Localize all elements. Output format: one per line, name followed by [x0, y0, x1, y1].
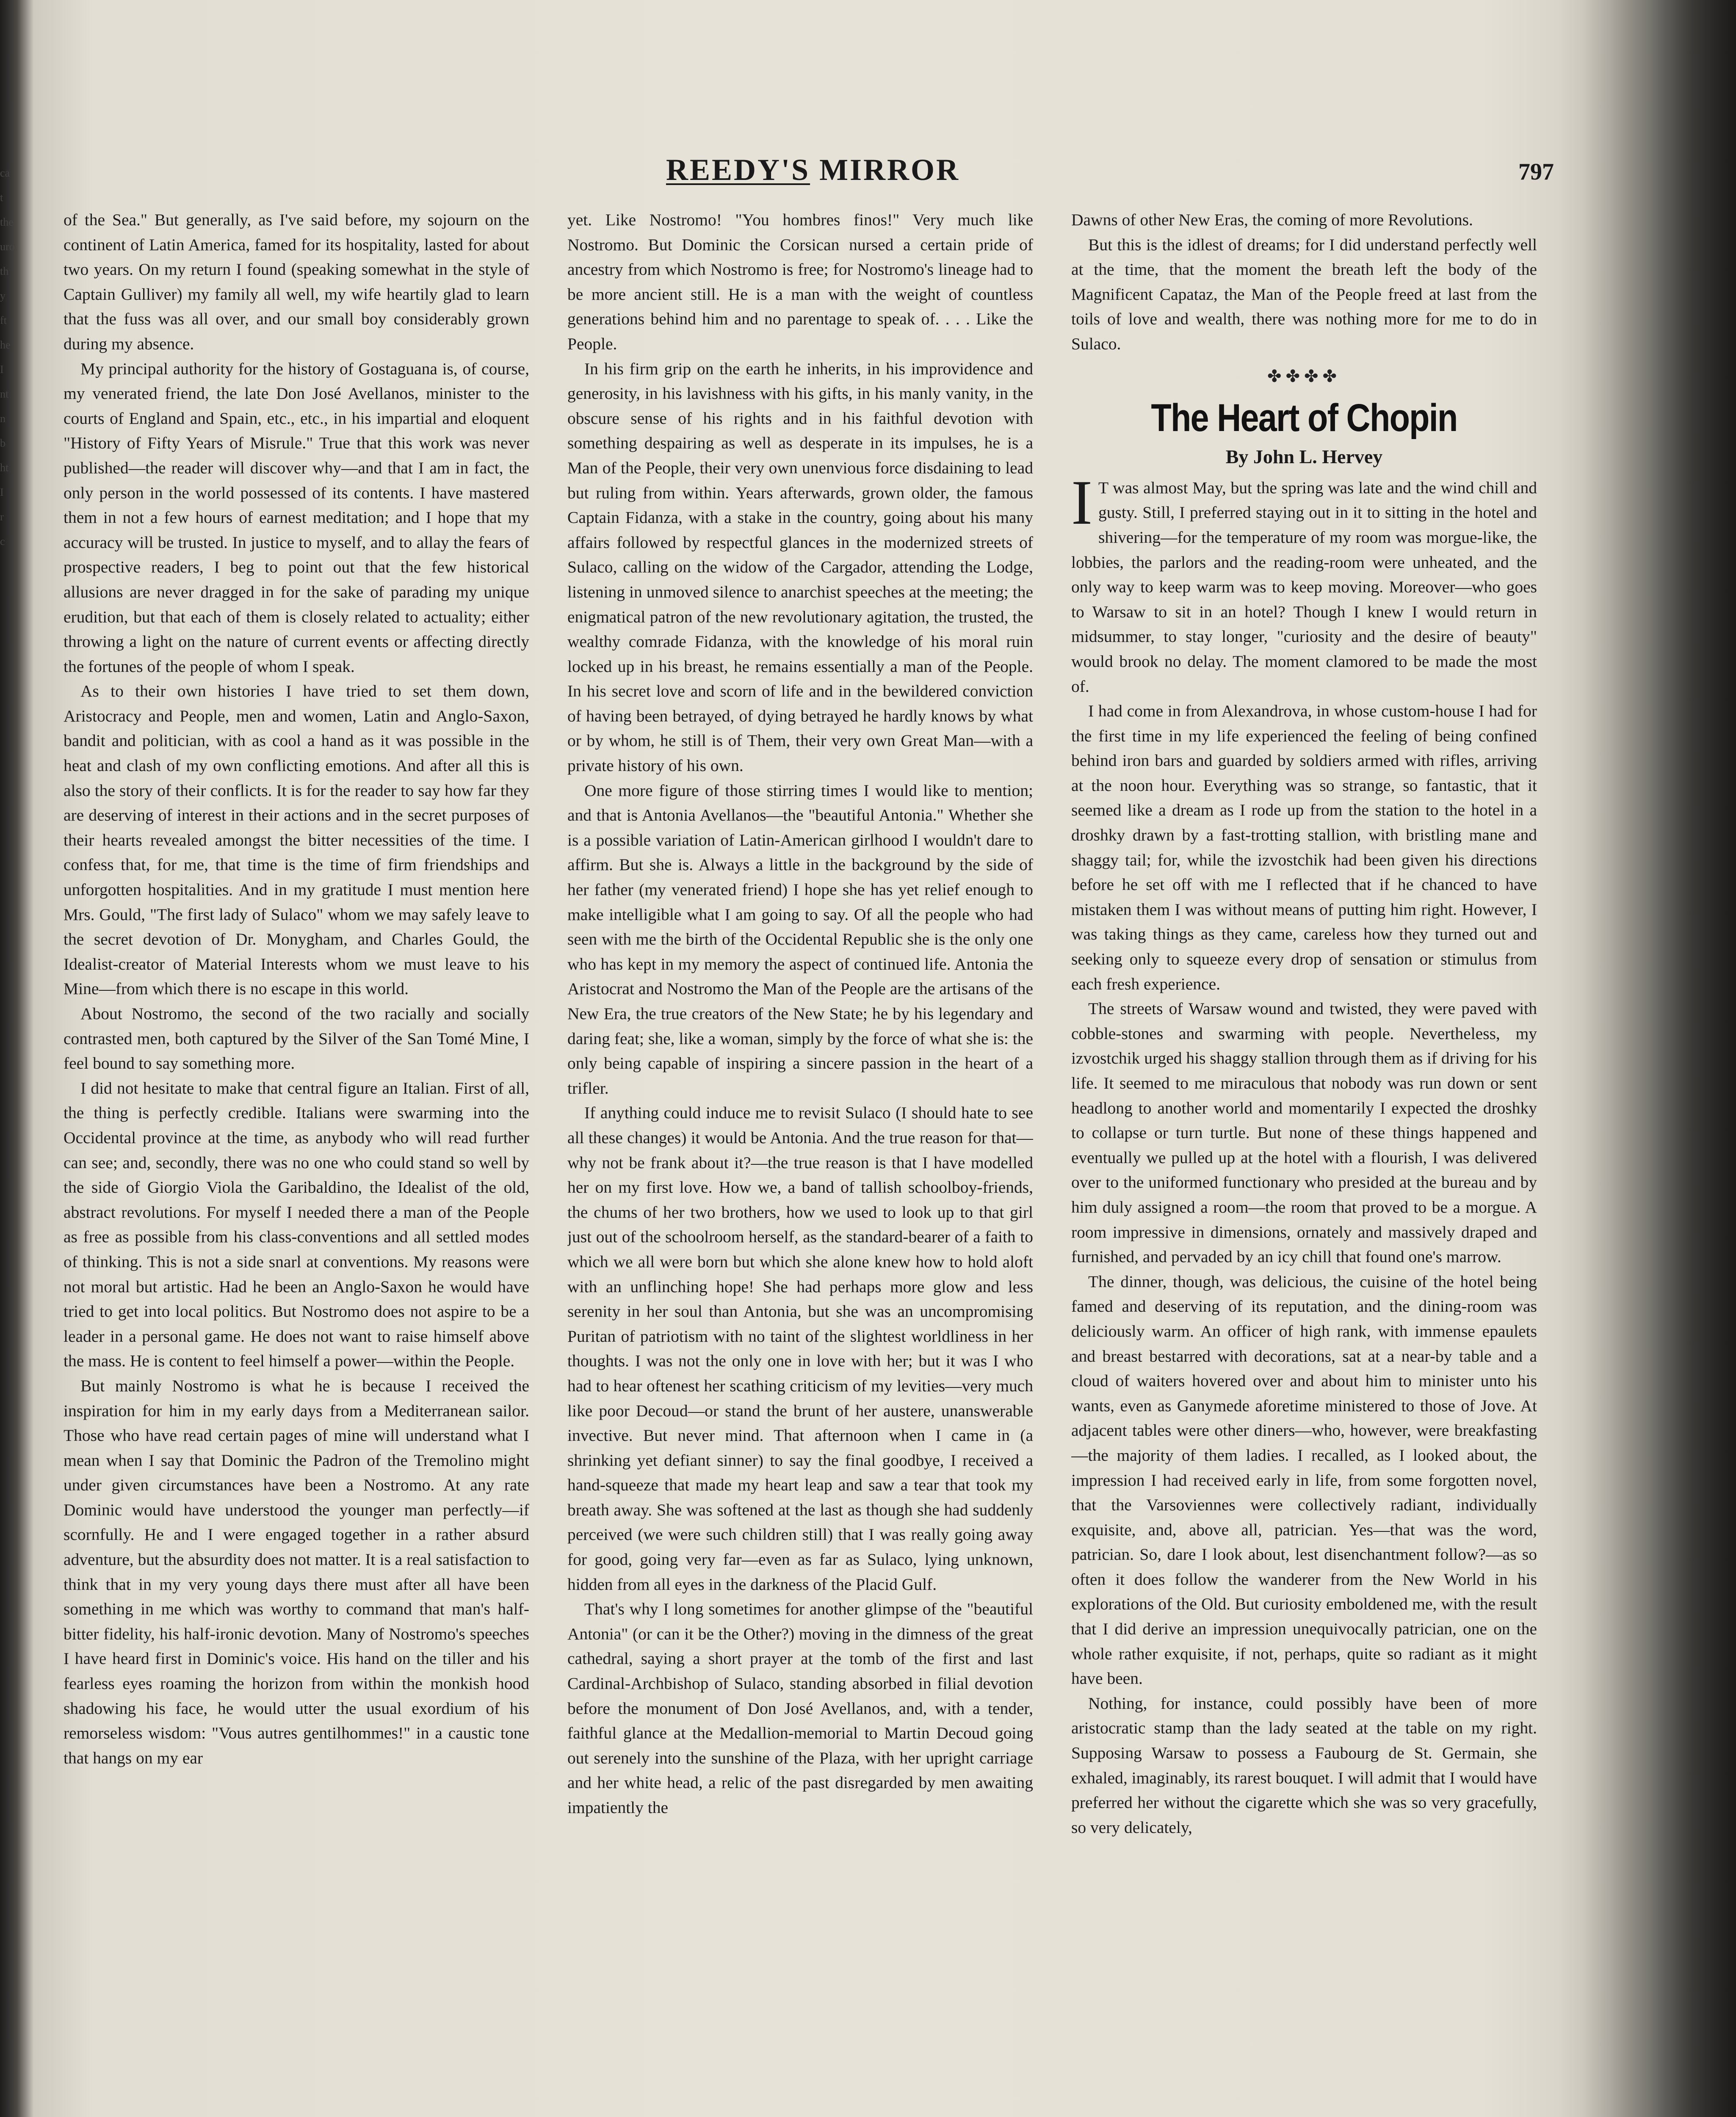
edge-fragment: ft: [0, 314, 7, 326]
article-first-paragraph: [1071, 467, 1537, 699]
paragraph: One more figure of those stirring times I would like to mention; and that is Antonia Avellanos—the "beautiful Antonia." Whether she is a possible variation of Latin-American girlhood I wouldn't dare to affirm. But she is. Always a little in the background by the side of her father (my venerated friend) I hope she has yet relief enough to make intelligible what I am going to say. Of all the people who had seen with me the birth of the Occidental Republic she is the only one who has kept in my memory the aspect of continued life. Antonia the Aristocrat and Nostromo the Man of the People are the artisans of the New Era, the true creators of the New State; he by his legendary and daring feat; she, like a woman, simply by the force of what she is: the only being capable of inspiring a sincere passion in the heart of a trifler.: [567, 781, 1033, 1097]
edge-fragment: y: [0, 290, 6, 302]
edge-fragment: ht: [0, 462, 9, 474]
section-ornament: ✤✤✤✤: [1267, 366, 1341, 386]
column-1: [64, 207, 529, 2117]
drop-cap: I: [1071, 467, 1092, 538]
edge-fragment: n: [0, 412, 6, 425]
binding-shadow: [1558, 0, 1736, 2117]
paragraph: The streets of Warsaw wound and twisted, they were paved with cobble-stones and swarming with people. Nevertheless, my izvostchik urged his shaggy stallion through them as if driving for his life. It seemed to me miraculous that nobody was run down or sent headlong to another world and momentarily I expected the droshky to collapse or turn turtle. But none of these things happened and eventually we pulled up at the hotel with a flourish, I was delivered over to the uniformed functionary who presided at the bureau and by him duly assigned a room—the room that proved to be a morgue. A room impressive in dimensions, ornately and massively draped and furnished, and pervaded by an icy chill that found one's marrow.: [1071, 999, 1537, 1266]
first-paragraph-text: T was almost May, but the spring was late and the wind chill and gusty. Still, I preferred staying out in it to sitting in the hotel and shivering—for the temperature of my room was morgue-like, the lobbies, the parlors and the reading-room were unheated, and the only way to keep warm was to keep moving. Moreover—who goes to Warsaw to sit in an hotel? Though I knew I would return in midsummer, to stay longer, "curiosity and the desire of beauty" would brook no delay. The moment clamored to be made the most of.: [1071, 478, 1537, 696]
paragraph: of the Sea." But generally, as I've said before, my sojourn on the continent of Latin America, famed for its hospitality, lasted for about two years. On my return I found (speaking somewhat in the style of Captain Gulliver) my family all well, my wife heartily glad to learn that the fuss was all over, and our small boy considerably grown during my absence.: [64, 210, 529, 353]
edge-fragment: r: [0, 511, 4, 523]
masthead: [64, 152, 1562, 188]
paragraph: In his firm grip on the earth he inherits, in his improvidence and generosity, in his lavishness with his gifts, in his manly vanity, in the obscure sense of his rights and in his faithful devotion with something despairing as well as desperate in its impulses, he is a Man of the People, their very own unenvious force disdaining to lead but ruling from within. Years afterwards, grown older, the famous Captain Fidanza, with a stake in the country, going about his many affairs followed by respectful glances in the modernized streets of Sulaco, calling on the widow of the Cargador, attending the Lodge, listening in unmoved silence to anarchist speeches at the meeting; the enigmatical patron of the new revolutionary agitation, the trusted, the wealthy comrade Fidanza, with the knowledge of his moral ruin locked up in his breast, he remains essentially a man of the People. In his secret love and scorn of life and in the bewildered conviction of having been betrayed, of dying betrayed he hardly knows by what or by whom, he still is of Them, their very own Great Man—with a private history of his own.: [567, 359, 1033, 775]
edge-fragment: t: [0, 191, 3, 204]
edge-fragment: b: [0, 437, 6, 449]
column-3: [1071, 207, 1537, 2117]
article-byline: By John L. Hervey: [1225, 446, 1383, 468]
paragraph: About Nostromo, the second of the two racially and socially contrasted men, both captured by the Silver of the San Tomé Mine, I feel bound to say something more.: [64, 1004, 529, 1073]
masthead-mirror: MIRROR: [819, 153, 960, 187]
paragraph: I had come in from Alexandrova, in whose custom-house I had for the first time in my life experienced the feeling of being confined behind iron bars and guarded by soldiers armed with rifles, arriving at the noon hour. Everything was so strange, so fantastic, that it seemed like a dream as I rode up from the station to the hotel in a droshky drawn by a fast-trotting stallion, with bristling mane and shaggy tail; for, while the izvostchik had been given his directions before he set off with me I reflected that if he chanced to have mistaken them I was without means of putting him right. However, I was taking things as they came, careless how they turned out and seeking only to squeeze every drop of sensation or stimulus from each fresh experience.: [1071, 702, 1537, 993]
page-number: 797: [1518, 159, 1554, 185]
adjacent-page-edge: [0, 161, 17, 584]
column-2: [567, 207, 1033, 2117]
edge-fragment: I: [0, 486, 4, 498]
edge-fragment: c: [0, 535, 5, 547]
paragraph: But this is the idlest of dreams; for I did understand perfectly well at the time, that the moment the breath left the body of the Magnificent Capataz, the Man of the People freed at last from the toils of love and wealth, there was nothing more for me to do in Sulaco.: [1071, 235, 1537, 353]
paragraph: But mainly Nostromo is what he is because I received the inspiration for him in my early days from a Mediterranean sailor. Those who have read certain pages of mine will understand what I mean when I say that Dominic the Padron of the Tremolino might under given circumstances have been a Nostromo. At any rate Dominic would have understood the younger man perfectly—if scornfully. He and I were engaged together in a rather absurd adventure, but the absurdity does not matter. It is a real satisfaction to think that in my very young days there must after all have been something in me which was worthy to command that man's half-bitter fidelity, his half-ironic devotion. Many of Nostromo's speeches I have heard first in Dominic's voice. His hand on the tiller and his fearless eyes roaming the horizon from within the monkish hood shadowing his face, he would utter the usual exordium of his remorseless wisdom: "Vous autres gentilhommes!" in a caustic tone that hangs on my ear: [64, 1376, 529, 1767]
paragraph: Nothing, for instance, could possibly have been of more aristocratic stamp than the lady seated at the table on my right. Supposing Warsaw to possess a Faubourg de St. Germain, she exhaled, imaginably, its rarest bouquet. I will admit that I would have preferred her without the cigarette which she was so very gracefully, so very delicately,: [1071, 1694, 1537, 1837]
masthead-reedys: REEDY'S: [666, 153, 810, 187]
article-headline: The Heart of Chopin: [1151, 396, 1457, 440]
paragraph: If anything could induce me to revisit Sulaco (I should hate to see all these changes) it would be Antonia. And the true reason for that—why not be frank about it?—the true reason is that I have modelled her on my first love. How we, a band of tallish schoolboy-friends, the chums of her two brothers, how we used to look up to that girl just out of the schoolroom herself, as the standard-bearer of a faith to which we all were born but which she alone knew how to hold aloft with an unflinching hope! She had perhaps more glow and less serenity in her soul than Antonia, but she was an uncompromising Puritan of patriotism with no taint of the slightest worldliness in her thoughts. I was not the only one in love with her; but it was I who had to hear oftenest her scathing criticism of my levities—very much like poor Decoud—or stand the brunt of her austere, unanswerable invective. But never mind. That afternoon when I came in (a shrinking yet defiant sinner) to say the final goodbye, I received a hand-squeeze that made my heart leap and saw a tear that took my breath away. She was softened at the last as though she had suddenly perceived (we were such children still) that I was really going away for good, going very far—even as far as Sulaco, lying unknown, hidden from all eyes in the darkness of the Placid Gulf.: [567, 1103, 1033, 1594]
paragraph: That's why I long sometimes for another glimpse of the "beautiful Antonia" (or can it be the Other?) moving in the dimness of the great cathedral, saying a short prayer at the tomb of the first and last Cardinal-Archbishop of Sulaco, standing absorbed in filial devotion before the monument of Don José Avellanos, and, with a tender, faithful glance at the Medallion-memorial to Martin Decoud going out serenely into the sunshine of the Plaza, with her upright carriage and her white head, a relic of the past disregarded by men awaiting impatiently the: [567, 1600, 1033, 1817]
page-body: [64, 152, 1562, 2117]
paragraph: I did not hesitate to make that central figure an Italian. First of all, the thing is perfectly credible. Italians were swarming into the Occidental province at the time, as anybody who will read further can see; and, secondly, there was no one who could stand so well by the side of Giorgio Viola the Garibaldino, the Idealist of the old, abstract revolutions. For myself I needed there a man of the People as free as possible from his class-conventions and all settled modes of thinking. This is not a side snarl at conventions. My reasons were not moral but artistic. Had he been an Anglo-Saxon he would have tried to get into local politics. But Nostromo does not aspire to be a leader in a personal game. He does not want to raise himself above the mass. He is content to feel himself a power—within the People.: [64, 1078, 529, 1371]
paragraph: The dinner, though, was delicious, the cuisine of the hotel being famed and deserving of its reputation, and the dining-room was deliciously warm. An officer of high rank, with immense epaulets and breast bestarred with decorations, sat at a near-by table and a cloud of waiters hovered over and about him to minister unto his wants, even as Ganymede aforetime ministered to those of Jove. At adjacent tables were other diners—who, however, were breakfasting—the majority of them ladies. I recalled, as I looked about, the impression I had received early in life, from some forgotten novel, that the Varsoviennes were collectively radiant, individually exquisite, and, above all, patrician. Yes—that was the word, patrician. So, dare I look about, lest disenchantment follow?—as so often it does follow the wanderer from the New World in his explorations of the Old. But curiosity emboldened me, with the result that I did derive an impression unequivocally patrician, one on the whole rather exquisite, if not, perhaps, quite so radiant as it might have been.: [1071, 1272, 1537, 1688]
edge-fragment: th: [0, 265, 9, 277]
edge-fragment: nt: [0, 388, 9, 400]
running-header: [64, 152, 1562, 191]
paragraph: As to their own histories I have tried to set them down, Aristocracy and People, men and women, Latin and Anglo-Saxon, bandit and politician, with as cool a hand as it was possible in the heat and clash of my own conflicting emotions. And after all this is also the story of their conflicts. It is for the reader to say how far they are deserving of interest in their actions and in the secret purposes of their hearts revealed amongst the bitter necessities of the time. I confess that, for me, that time is the time of firm friendships and unforgotten hospitalities. And in my gratitude I must mention here Mrs. Gould, "The first lady of Sulaco" whom we may safely leave to the secret devotion of Dr. Monygham, and Charles Gould, the Idealist-creator of Material Interests whom we must leave to his Mine—from which there is no escape in this world.: [64, 682, 529, 998]
edge-fragment: ca: [0, 167, 10, 179]
edge-fragment: he: [0, 339, 11, 351]
paragraph: yet. Like Nostromo! "You hombres finos!" Very much like Nostromo. But Dominic the Corsican nursed a certain pride of ancestry from which Nostromo is free; for Nostromo's lineage had to be more ancient still. He is a man with the weight of countless generations behind him and no parentage to speak of. . . . Like the People.: [567, 210, 1033, 353]
paragraph: My principal authority for the history of Gostaguana is, of course, my venerated friend, the late Don José Avellanos, minister to the courts of England and Spain, etc., etc., in his impartial and eloquent "History of Fifty Years of Misrule." True that this work was never published—the reader will discover why—and that I am in fact, the only person in the world possessed of its contents. I have mastered them in not a few hours of earnest meditation; and I hope that my accuracy will be trusted. In justice to myself, and to allay the fears of prospective readers, I beg to point out that the few historical allusions are never dragged in for the sake of parading my unique erudition, but that each of them is closely related to actuality; either throwing a light on the nature of current events or affecting directly the fortunes of the people of whom I speak.: [64, 359, 529, 676]
paragraph: Dawns of other New Eras, the coming of more Revolutions.: [1071, 210, 1473, 229]
edge-fragment: I: [0, 363, 4, 376]
edge-fragment: the: [0, 216, 14, 228]
edge-fragment: uro: [0, 240, 15, 253]
